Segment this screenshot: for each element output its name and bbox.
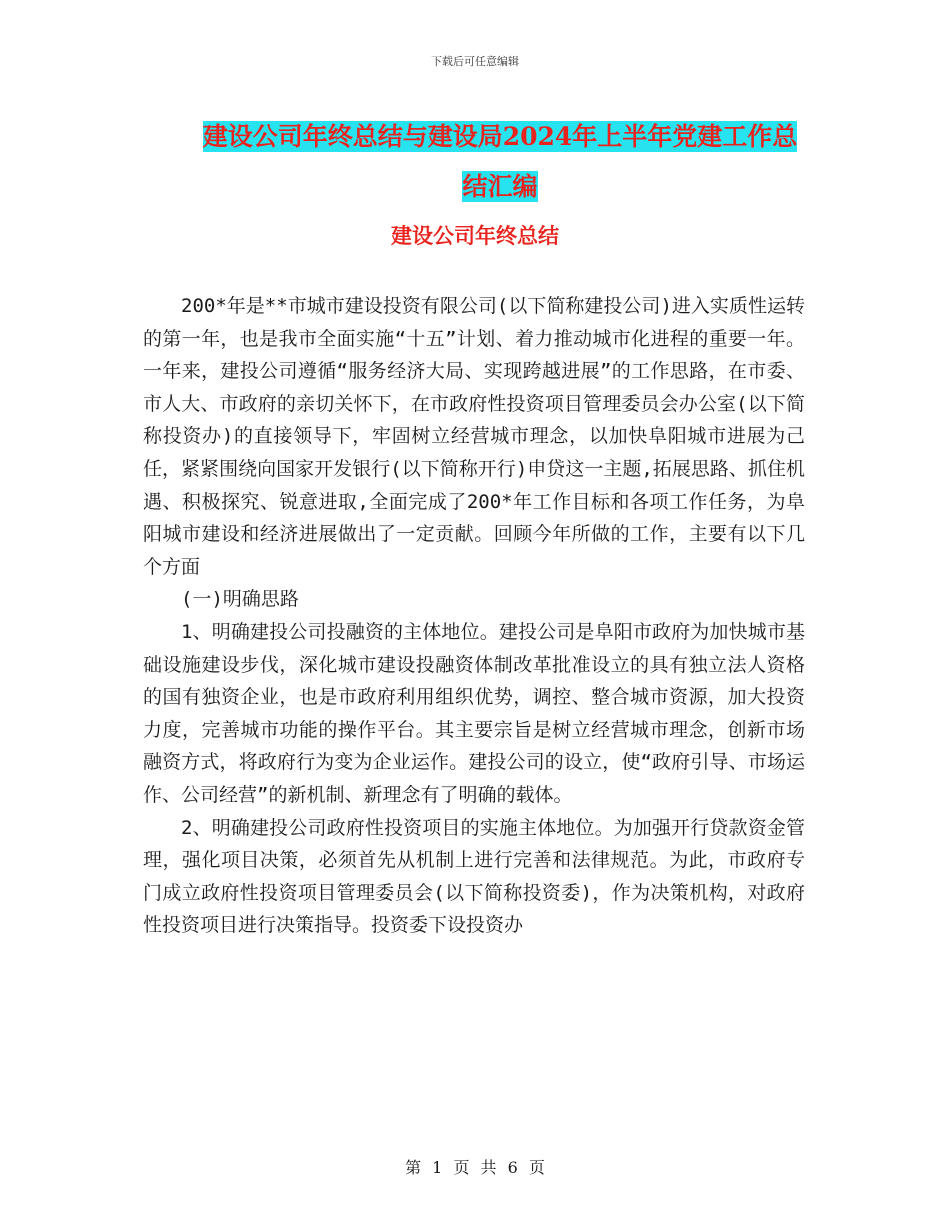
page-number-footer: 第 1 页 共 6 页 (405, 1158, 545, 1177)
section-title: 建设公司年终总结 (391, 223, 559, 248)
paragraph-item-1: 1、明确建投公司投融资的主体地位。建投公司是阜阳市政府为加快城市基础设施建设步伐，深化城市建设投融资体制改革批准设立的具有独立法人资格的国有独资企业，也是市政府利用组织优势，调控、整合城市资源，加大投资力度，完善城市功能的操作平台。其主要宗旨是树立经营城市理念，创新市场融资方式，将政府行为变为企业运作。建投公司的设立，使“政府引导、市场运作、公司经营”的新机制、新理念有了明确的载体。 (143, 620, 805, 806)
document-title (150, 112, 850, 212)
document-title-line-1: 建设公司年终总结与建设局2024年上半年党建工作总 (202, 122, 798, 151)
paragraph-heading-1: (一)明确思路 (181, 588, 299, 611)
document-title-line-2: 结汇编 (462, 172, 538, 201)
header-note: 下载后可任意编辑 (431, 55, 519, 68)
document-body (143, 290, 805, 942)
paragraph-item-2: 2、明确建投公司政府性投资项目的实施主体地位。为加强开行贷款资金管理，强化项目决策，必须首先从机制上进行完善和法律规范。为此，市政府专门成立政府性投资项目管理委员会(以下简称投资委)，作为决策机构，对政府性投资项目进行决策指导。投资委下设投资办 (143, 816, 805, 937)
paragraph-intro: 200*年是**市城市建设投资有限公司(以下简称建投公司)进入实质性运转的第一年，也是我市全面实施“十五”计划、着力推动城市化进程的重要一年。一年来，建投公司遵循“服务经济大局、实现跨越进展”的工作思路，在市委、市人大、市政府的亲切关怀下，在市政府性投资项目管理委员会办公室(以下简称投资办)的直接领导下，牢固树立经营城市理念，以加快阜阳城市进展为己任，紧紧围绕向国家开发银行(以下简称开行)申贷这一主题,拓展思路、抓住机遇、积极探究、锐意进取,全面完成了200*年工作目标和各项工作任务，为阜阳城市建设和经济进展做出了一定贡献。回顾今年所做的工作，主要有以下几个方面 (143, 295, 805, 578)
